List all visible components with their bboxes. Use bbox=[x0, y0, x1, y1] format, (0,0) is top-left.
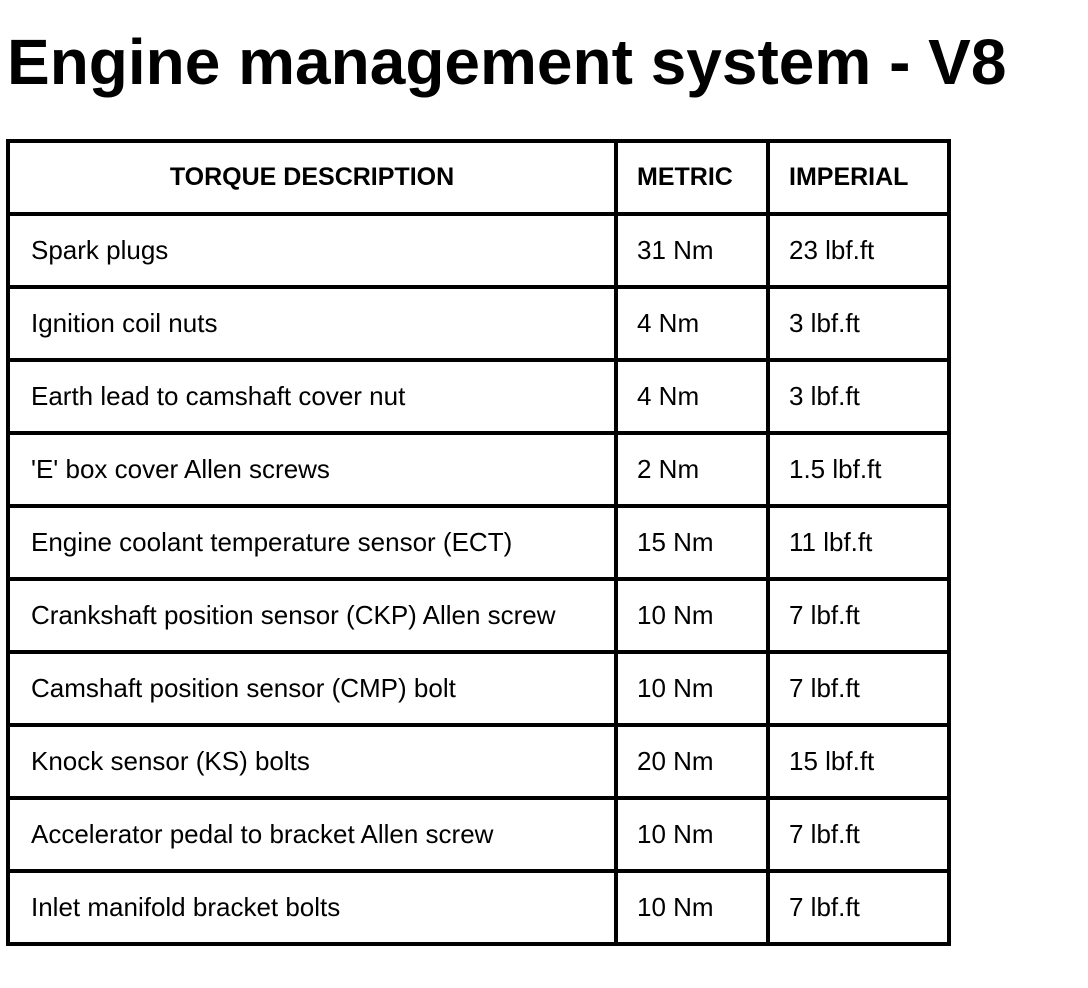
metric-value-cell: 15 Nm bbox=[616, 506, 768, 579]
imperial-value-cell: 15 lbf.ft bbox=[768, 725, 949, 798]
metric-value-cell: 31 Nm bbox=[616, 214, 768, 287]
imperial-value-cell: 1.5 lbf.ft bbox=[768, 433, 949, 506]
torque-description-cell: Engine coolant temperature sensor (ECT) bbox=[8, 506, 616, 579]
metric-value-cell: 20 Nm bbox=[616, 725, 768, 798]
imperial-value-cell: 3 lbf.ft bbox=[768, 360, 949, 433]
imperial-value-cell: 3 lbf.ft bbox=[768, 287, 949, 360]
metric-value-cell: 10 Nm bbox=[616, 579, 768, 652]
table-row bbox=[8, 214, 949, 287]
table-row bbox=[8, 506, 949, 579]
imperial-value-cell: 11 lbf.ft bbox=[768, 506, 949, 579]
table-row bbox=[8, 360, 949, 433]
table-row bbox=[8, 725, 949, 798]
metric-value-cell: 10 Nm bbox=[616, 798, 768, 871]
metric-value-cell: 4 Nm bbox=[616, 360, 768, 433]
torque-description-cell: Earth lead to camshaft cover nut bbox=[8, 360, 616, 433]
imperial-value-cell: 7 lbf.ft bbox=[768, 652, 949, 725]
torque-description-cell: Ignition coil nuts bbox=[8, 287, 616, 360]
torque-description-cell: Inlet manifold bracket bolts bbox=[8, 871, 616, 944]
torque-description-cell: Spark plugs bbox=[8, 214, 616, 287]
metric-value-cell: 10 Nm bbox=[616, 652, 768, 725]
imperial-value-cell: 23 lbf.ft bbox=[768, 214, 949, 287]
header-imperial: IMPERIAL bbox=[768, 141, 949, 214]
metric-value-cell: 4 Nm bbox=[616, 287, 768, 360]
table-header-row bbox=[8, 141, 949, 214]
torque-description-cell: Camshaft position sensor (CMP) bolt bbox=[8, 652, 616, 725]
table-row bbox=[8, 871, 949, 944]
table-row bbox=[8, 579, 949, 652]
torque-description-cell: 'E' box cover Allen screws bbox=[8, 433, 616, 506]
table-row bbox=[8, 287, 949, 360]
page-title: Engine management system - V8 bbox=[7, 26, 1007, 98]
imperial-value-cell: 7 lbf.ft bbox=[768, 871, 949, 944]
imperial-value-cell: 7 lbf.ft bbox=[768, 798, 949, 871]
torque-description-cell: Knock sensor (KS) bolts bbox=[8, 725, 616, 798]
header-metric: METRIC bbox=[616, 141, 768, 214]
torque-description-cell: Accelerator pedal to bracket Allen screw bbox=[8, 798, 616, 871]
header-torque-description: TORQUE DESCRIPTION bbox=[8, 141, 616, 214]
metric-value-cell: 2 Nm bbox=[616, 433, 768, 506]
torque-table bbox=[6, 139, 951, 946]
metric-value-cell: 10 Nm bbox=[616, 871, 768, 944]
torque-description-cell: Crankshaft position sensor (CKP) Allen screw bbox=[8, 579, 616, 652]
table-row bbox=[8, 798, 949, 871]
table-row bbox=[8, 652, 949, 725]
table-row bbox=[8, 433, 949, 506]
imperial-value-cell: 7 lbf.ft bbox=[768, 579, 949, 652]
